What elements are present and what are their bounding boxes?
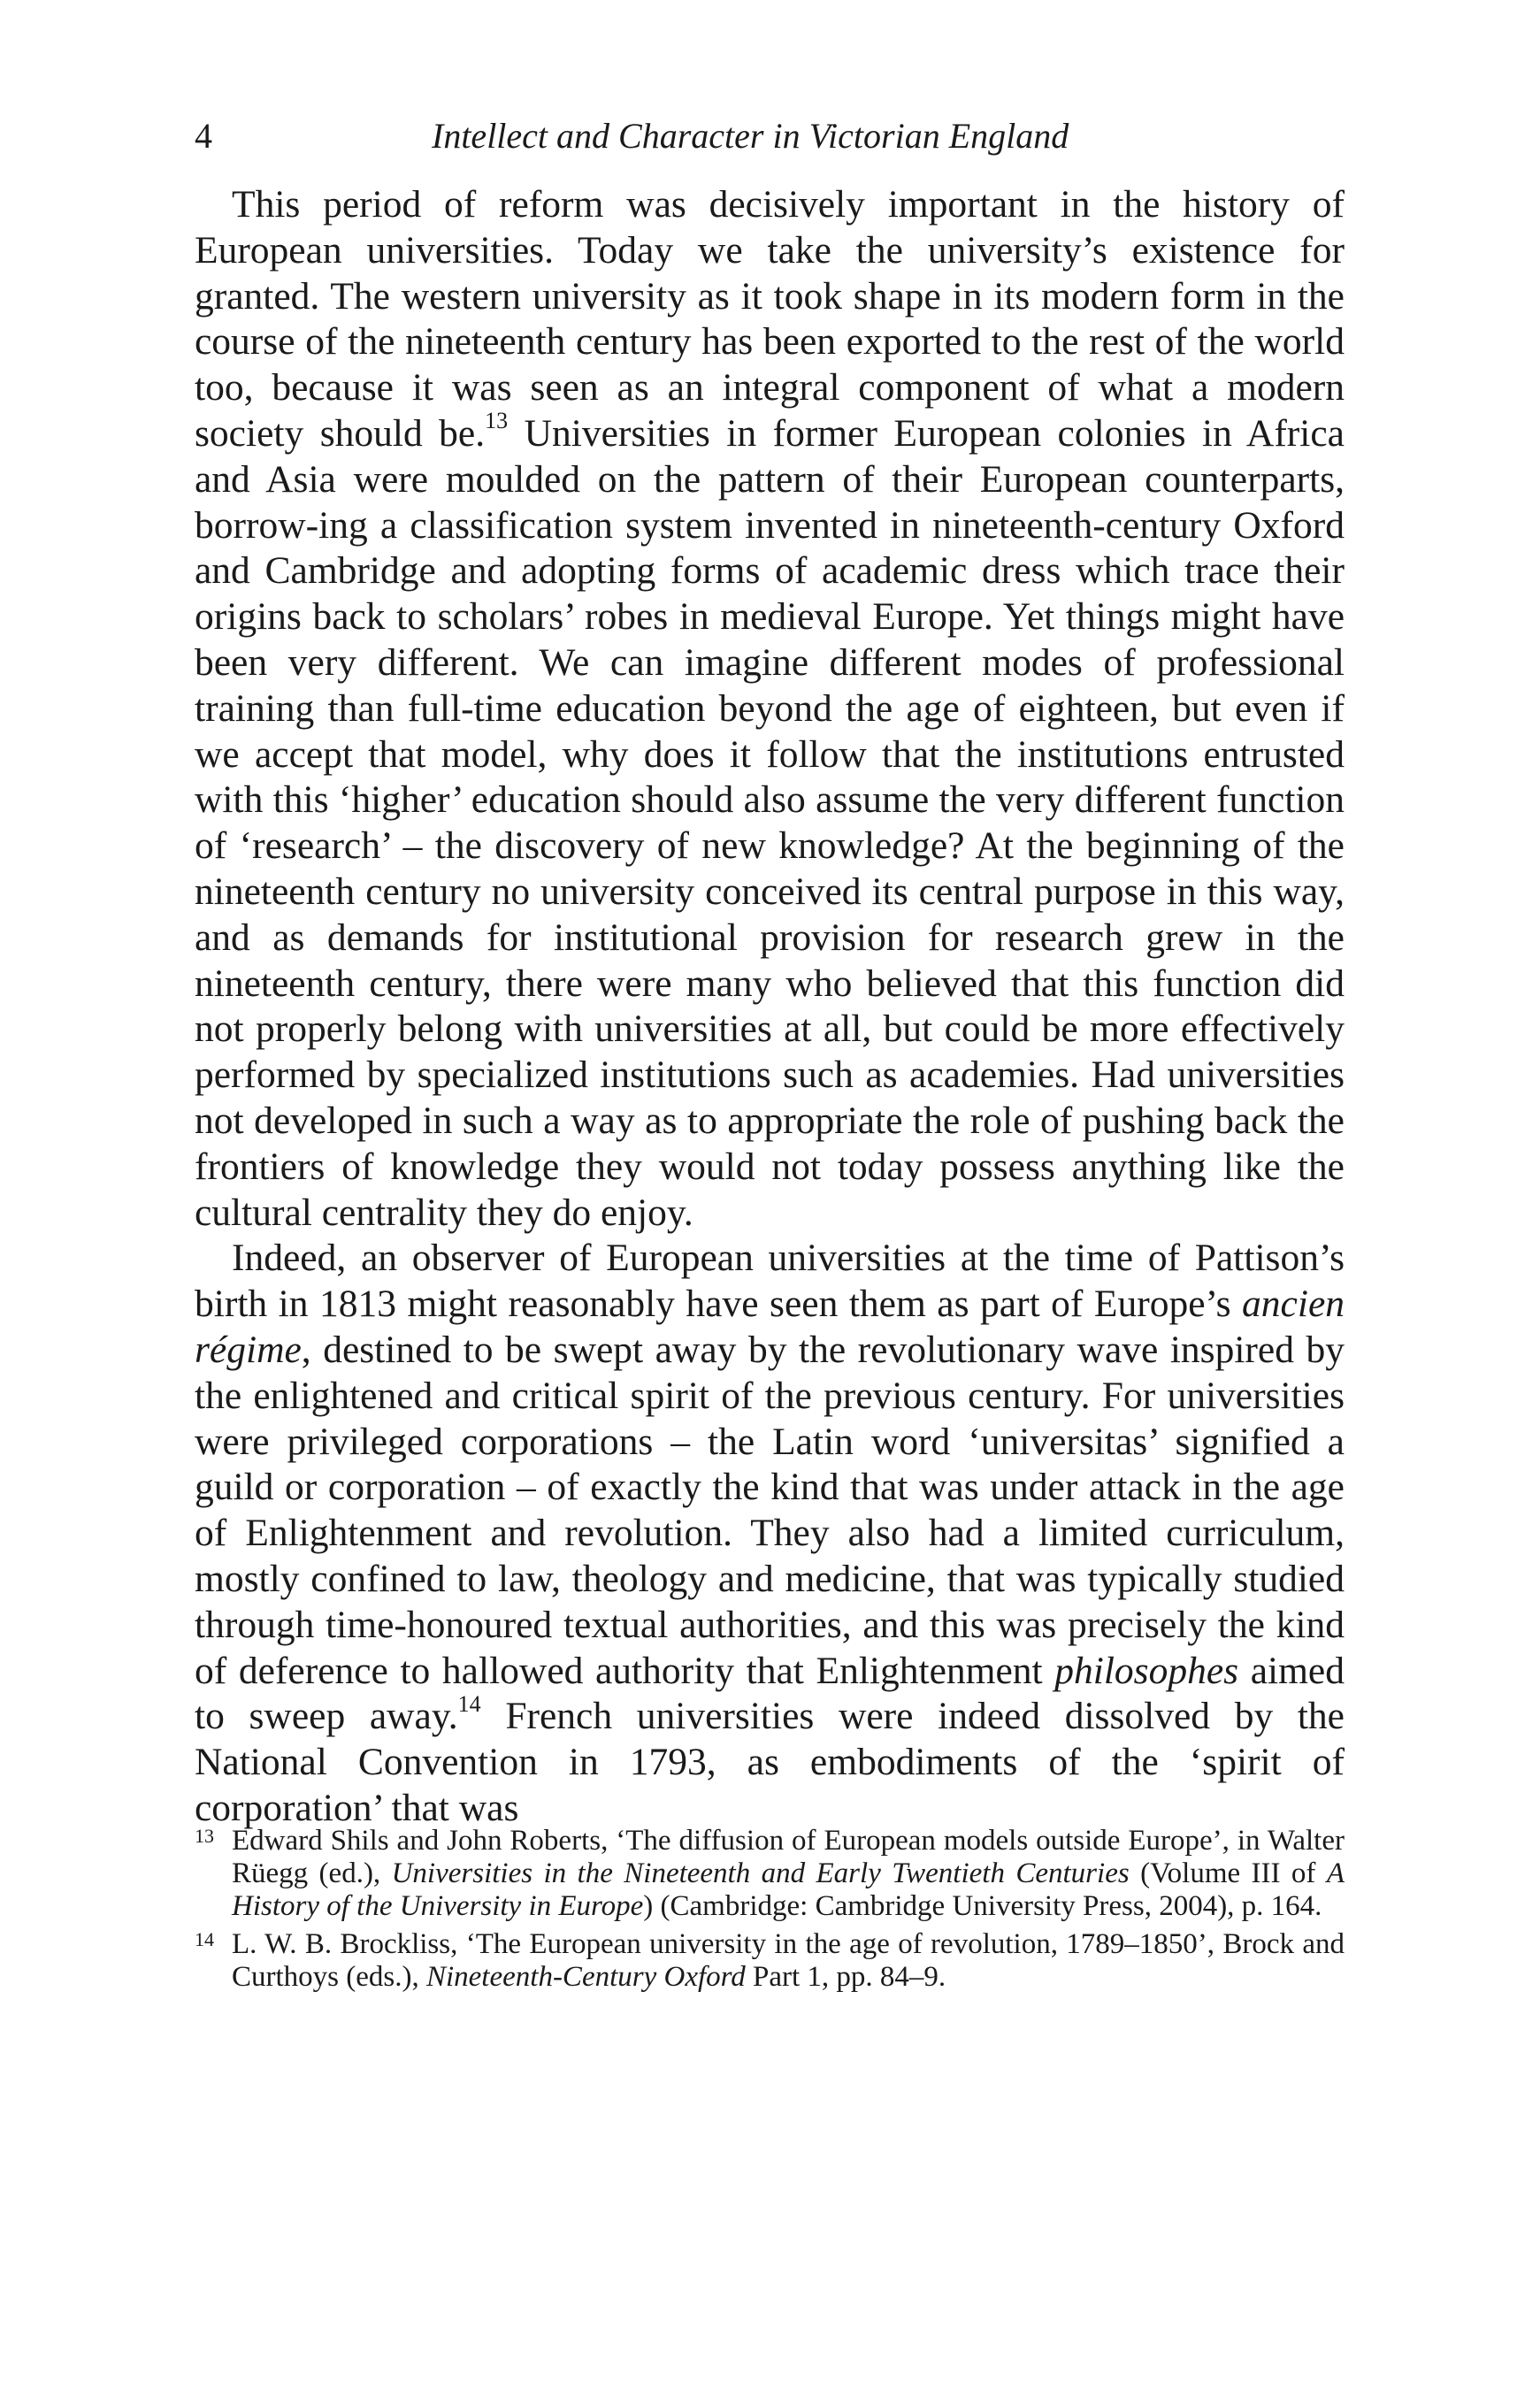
paragraph-1-part-2: Universities in former European colonies in Africa and Asia were moulded on the pattern of their European counterparts, borrow-ing a classification system invented in nineteenth-century Oxford and Cambridge and adopting forms of academic dress which trace their origins back to scholars’ robes in medieval Europe. Yet things might have been very different. We can imagine different modes of professional training than full-time education beyond the age of eighteen, but even if we accept that model, why does it follow that the institutions entrusted with this ‘higher’ education should also assume the very different function of ‘research’ – the discovery of new knowledge? At the beginning of the nineteenth century no university conceived its central purpose in this way, and as demands for institutional provision for research grew in the nineteenth century, there were many who believed that this function did not properly belong with universities at all, but could be more effectively performed by specialized institutions such as academies. Had universities not developed in such a way as to appropriate the role of pushing back the frontiers of knowledge they would not today possess anything like the cultural centrality they do enjoy.	[195, 411, 1345, 1234]
footnote-14-text-1: L. W. B. Brockliss, ‘The European university in the age of revolution, 1789–1850’, Brock and Curthoys (eds.),	[232, 1928, 1345, 1993]
paragraph-1-part-1: This period of reform was decisively important in the history of European universities. Today we take the university’s existence for granted. The western university as it took shape in its modern form in the course of the nineteenth century has been exported to the rest of the world too, because it was seen as an integral component of what a modern society should be.	[195, 183, 1345, 455]
footnote-13-text-1: Edward Shils and John Roberts, ‘The diffusion of European models outside Europe’, in Walter Rüegg (ed.),	[232, 1825, 1345, 1889]
page-number: 4	[195, 116, 212, 156]
footnote-13	[195, 1825, 1345, 1923]
footnotes	[195, 1825, 1345, 1994]
footnote-13-italic-1: Universities in the Nineteenth and Early Twentieth Centuries	[391, 1857, 1130, 1889]
body-text	[195, 182, 1345, 1832]
paragraph-2-part-2: , destined to be swept away by the revolutionary wave inspired by the enlightened and critical spirit of the previous century. For universities were privileged corporations – the Latin word ‘universitas’ signified a guild or corporation – of exactly the kind that was under attack in the age of Enlightenment and revolution. They also had a limited curriculum, mostly confined to law, theology and medicine, that was typically studied through time-honoured textual authorities, and this was precisely the kind of deference to hallowed authority that Enlightenment	[195, 1328, 1345, 1692]
footnote-13-text-2: (Volume III of	[1129, 1857, 1327, 1889]
running-title: Intellect and Character in Victorian England	[432, 116, 1069, 156]
paragraph-2-part-4: French universities were indeed dissolved by the National Convention in 1793, as embodiments of the ‘spirit of corporation’ that was	[195, 1695, 1345, 1829]
footnote-14-italic-1: Nineteenth-Century Oxford	[425, 1961, 746, 1993]
footnote-13-text-3: ) (Cambridge: Cambridge University Press, 2004), p. 164.	[643, 1890, 1322, 1922]
footnote-14-mark: 14	[195, 1928, 214, 1950]
ancien-regime-italic: ancien régime	[195, 1283, 1345, 1371]
footnote-ref-14: 14	[457, 1690, 481, 1717]
paragraph-2-part-3: aimed to sweep away.	[195, 1649, 1345, 1738]
running-head	[195, 110, 1345, 163]
footnote-14	[195, 1928, 1345, 1994]
paragraph-2-part-1: Indeed, an observer of European universities at the time of Pattison’s birth in 1813 might reasonably have seen them as part of Europe’s	[195, 1237, 1345, 1326]
footnote-ref-13: 13	[485, 408, 509, 434]
footnote-14-text-2: Part 1, pp. 84–9.	[745, 1961, 946, 1993]
paragraph-1	[195, 182, 1345, 1236]
footnote-13-mark: 13	[195, 1825, 214, 1847]
philosophes-italic: philosophes	[1054, 1649, 1239, 1692]
footnote-13-italic-2: A History of the University in Europe	[232, 1857, 1345, 1922]
paragraph-2	[195, 1236, 1345, 1831]
